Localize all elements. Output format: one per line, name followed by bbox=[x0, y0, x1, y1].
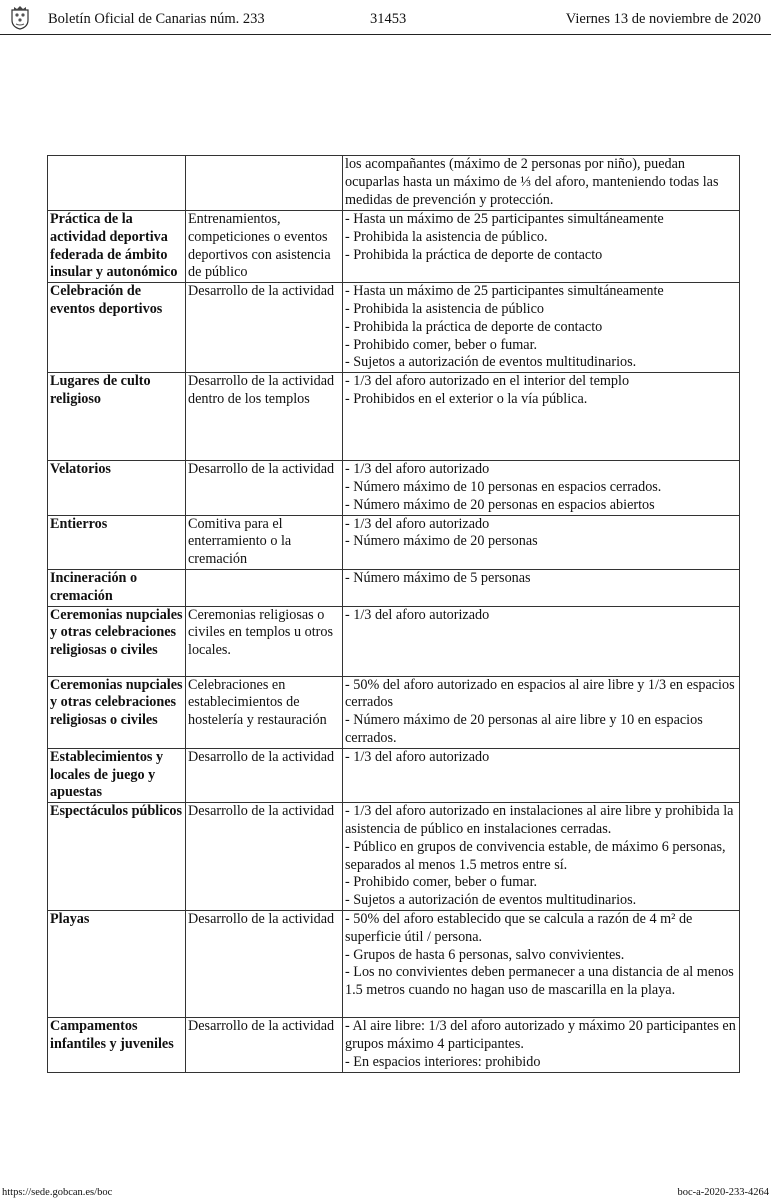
page-header bbox=[0, 0, 771, 35]
conditions-cell bbox=[343, 676, 740, 748]
condition-line: - Hasta un máximo de 25 participantes simultáneamente bbox=[345, 283, 664, 300]
description-cell: Desarrollo de la actividad bbox=[186, 748, 343, 802]
activity-cell: Incineración o cremación bbox=[48, 569, 186, 606]
condition-line: - Número máximo de 20 personas al aire libre y 10 en espacios cerrados. bbox=[345, 712, 703, 746]
table-row bbox=[48, 606, 740, 676]
table-row bbox=[48, 748, 740, 802]
table-row bbox=[48, 803, 740, 911]
description-cell: Entrenamientos, competiciones o eventos deportivos con asistencia de público bbox=[186, 211, 343, 283]
activity-cell: Lugares de culto religioso bbox=[48, 373, 186, 461]
activity-cell: Ceremonias nupciales y otras celebraciones religiosas o civiles bbox=[48, 676, 186, 748]
condition-line: - Prohibido comer, beber o fumar. bbox=[345, 874, 538, 891]
table-row bbox=[48, 569, 740, 606]
table-row bbox=[48, 515, 740, 569]
condition-line: - Prohibido comer, beber o fumar. bbox=[345, 336, 538, 353]
conditions-cell bbox=[343, 910, 740, 1017]
table-row bbox=[48, 676, 740, 748]
condition-line: - Prohibida la asistencia de público. bbox=[345, 228, 548, 245]
condition-line: - Prohibida la práctica de deporte de contacto bbox=[345, 318, 603, 335]
activity-cell: Establecimientos y locales de juego y apuestas bbox=[48, 748, 186, 802]
conditions-cell bbox=[343, 748, 740, 802]
activity-cell: Entierros bbox=[48, 515, 186, 569]
conditions-cell bbox=[343, 606, 740, 676]
conditions-cell bbox=[343, 373, 740, 461]
conditions-cell bbox=[343, 1017, 740, 1072]
condition-line: los acompañantes (máximo de 2 personas por niño), puedan ocuparlas hasta un máximo de ⅓ del aforo, manteniendo todas las medidas de prevención y protección. bbox=[345, 156, 719, 208]
condition-line: - En espacios interiores: prohibido bbox=[345, 1053, 541, 1070]
condition-line: - 1/3 del aforo autorizado bbox=[345, 461, 490, 478]
conditions-cell bbox=[343, 283, 740, 373]
condition-line: - Prohibida la asistencia de público bbox=[345, 300, 544, 317]
condition-line: - 50% del aforo autorizado en espacios al aire libre y 1/3 en espacios cerrados bbox=[345, 676, 735, 711]
condition-line: - 1/3 del aforo autorizado en el interior del templo bbox=[345, 373, 630, 390]
conditions-cell bbox=[343, 569, 740, 606]
activity-cell bbox=[48, 156, 186, 211]
footer-url[interactable]: https://sede.gobcan.es/boc bbox=[2, 1187, 113, 1198]
description-cell: Desarrollo de la actividad bbox=[186, 803, 343, 911]
activity-cell: Velatorios bbox=[48, 461, 186, 515]
description-cell: Desarrollo de la actividad bbox=[186, 283, 343, 373]
document-code: boc-a-2020-233-4264 bbox=[677, 1187, 769, 1198]
table-row bbox=[48, 156, 740, 211]
table-row bbox=[48, 373, 740, 461]
conditions-cell bbox=[343, 515, 740, 569]
condition-line: - Grupos de hasta 6 personas, salvo convivientes. bbox=[345, 946, 625, 963]
condition-line: - Público en grupos de convivencia estable, de máximo 6 personas, separados al menos 1.5 metros entre sí. bbox=[345, 838, 726, 873]
table-row bbox=[48, 461, 740, 515]
condition-line: - 50% del aforo establecido que se calcula a razón de 4 m² de superficie útil / persona. bbox=[345, 910, 693, 945]
description-cell bbox=[186, 156, 343, 211]
restrictions-table bbox=[47, 155, 740, 1073]
table-row bbox=[48, 211, 740, 283]
description-cell: Desarrollo de la actividad bbox=[186, 461, 343, 515]
activity-cell: Ceremonias nupciales y otras celebraciones religiosas o civiles bbox=[48, 606, 186, 676]
conditions-cell bbox=[343, 156, 740, 211]
conditions-cell bbox=[343, 211, 740, 283]
publication-date: Viernes 13 de noviembre de 2020 bbox=[565, 11, 761, 27]
activity-cell: Celebración de eventos deportivos bbox=[48, 283, 186, 373]
condition-line: - Hasta un máximo de 25 participantes simultáneamente bbox=[345, 211, 664, 227]
description-cell: Desarrollo de la actividad bbox=[186, 910, 343, 1017]
condition-line: - Sujetos a autorización de eventos multitudinarios. bbox=[345, 354, 637, 371]
condition-line: - Prohibida la práctica de deporte de contacto bbox=[345, 246, 603, 263]
table-row bbox=[48, 283, 740, 373]
activity-cell: Espectáculos públicos bbox=[48, 803, 186, 911]
condition-line: - Prohibidos en el exterior o la vía pública. bbox=[345, 390, 588, 407]
journal-title: Boletín Oficial de Canarias núm. 233 bbox=[48, 11, 265, 27]
activity-cell: Práctica de la actividad deportiva federada de ámbito insular y autonómico bbox=[48, 211, 186, 283]
condition-line: - 1/3 del aforo autorizado bbox=[345, 606, 490, 623]
condition-line: - Número máximo de 20 personas en espacios abiertos bbox=[345, 496, 655, 513]
table-row bbox=[48, 910, 740, 1017]
description-cell: Desarrollo de la actividad dentro de los templos bbox=[186, 373, 343, 461]
description-cell: Ceremonias religiosas o civiles en templos u otros locales. bbox=[186, 606, 343, 676]
condition-line: - 1/3 del aforo autorizado bbox=[345, 748, 490, 765]
condition-line: - Los no convivientes deben permanecer a una distancia de al menos 1.5 metros cuando no hagan uso de mascarilla en la playa. bbox=[345, 964, 734, 999]
description-cell: Desarrollo de la actividad bbox=[186, 1017, 343, 1072]
activity-cell: Playas bbox=[48, 910, 186, 1017]
coat-of-arms-icon bbox=[8, 4, 32, 30]
condition-line: - Número máximo de 5 personas bbox=[345, 569, 531, 586]
page-number: 31453 bbox=[370, 11, 407, 27]
description-cell: Celebraciones en establecimientos de hostelería y restauración bbox=[186, 676, 343, 748]
table-row bbox=[48, 1017, 740, 1072]
condition-line: - Número máximo de 20 personas bbox=[345, 533, 538, 550]
conditions-cell bbox=[343, 461, 740, 515]
condition-line: - 1/3 del aforo autorizado en instalaciones al aire libre y prohibida la asistencia de público en instalaciones cerradas. bbox=[345, 803, 734, 837]
condition-line: - Número máximo de 10 personas en espacios cerrados. bbox=[345, 478, 662, 495]
condition-line: - Al aire libre: 1/3 del aforo autorizado y máximo 20 participantes en grupos máximo 4 participantes. bbox=[345, 1017, 736, 1052]
description-cell bbox=[186, 569, 343, 606]
condition-line: - 1/3 del aforo autorizado bbox=[345, 515, 490, 532]
conditions-cell bbox=[343, 803, 740, 911]
description-cell: Comitiva para el enterramiento o la cremación bbox=[186, 515, 343, 569]
activity-cell: Campamentos infantiles y juveniles bbox=[48, 1017, 186, 1072]
condition-line: - Sujetos a autorización de eventos multitudinarios. bbox=[345, 892, 637, 909]
